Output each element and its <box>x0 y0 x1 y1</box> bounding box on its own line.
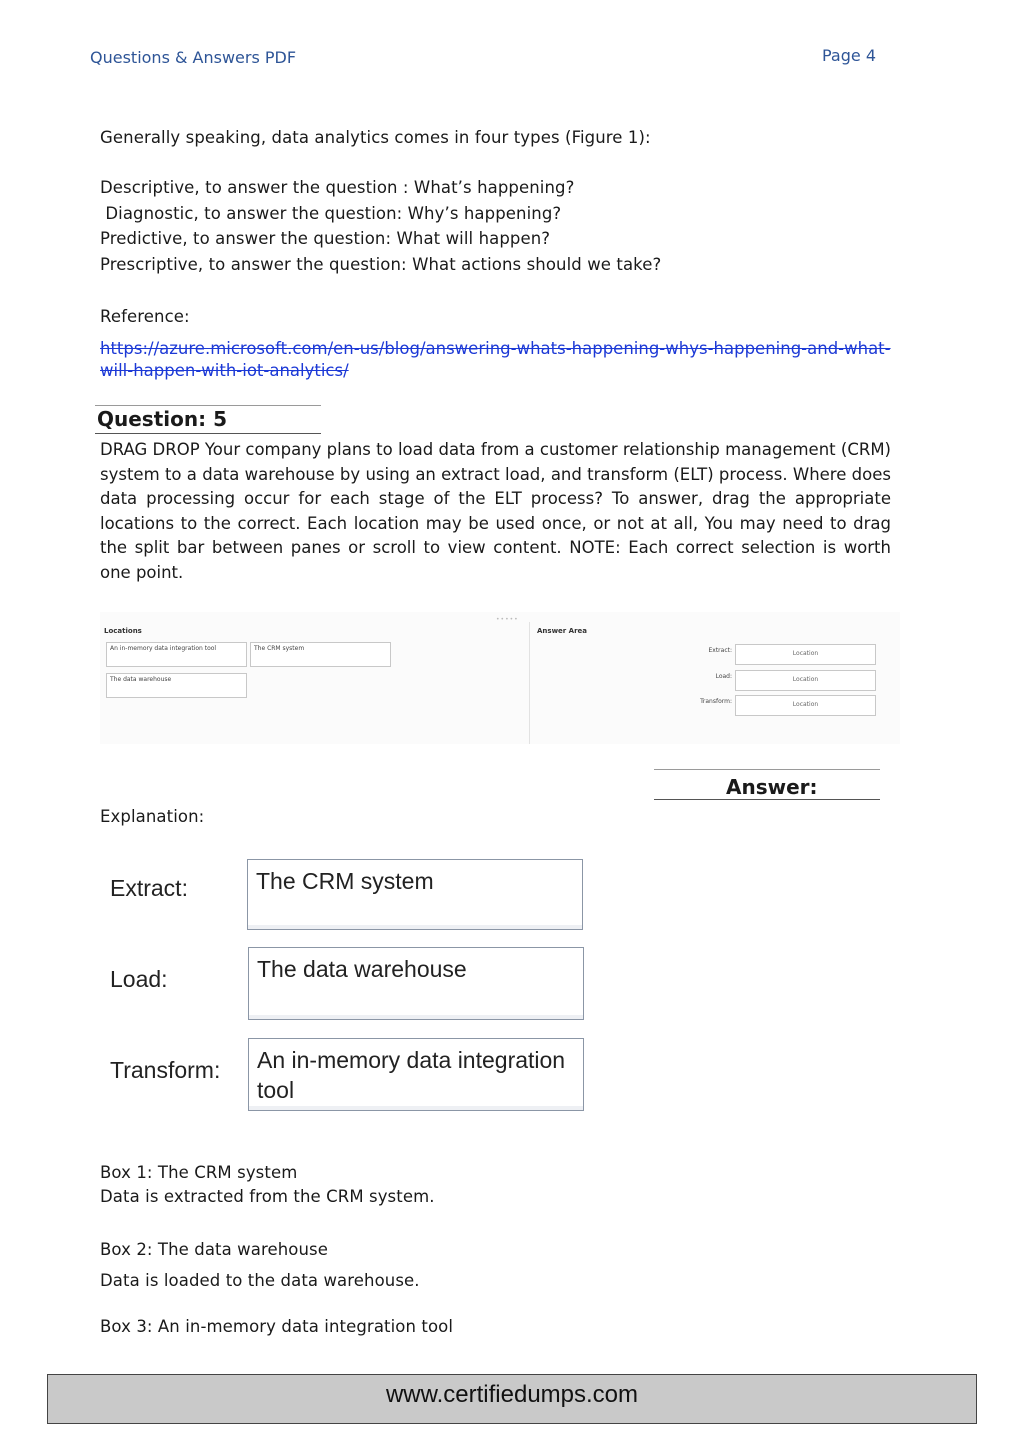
question-top-rule <box>95 405 321 406</box>
answer-area-label: Answer Area <box>537 627 588 635</box>
answer-box-load: The data warehouse <box>248 947 584 1020</box>
header-title: Questions & Answers PDF <box>90 48 297 67</box>
answer-label-extract: Extract: <box>110 875 188 901</box>
box3-title: Box 3: An in-memory data integration tool <box>100 1317 454 1336</box>
answer-bottom-rule <box>654 799 880 800</box>
location-in-memory-tool[interactable]: An in-memory data integration tool <box>106 642 247 667</box>
explanation-label: Explanation: <box>100 807 205 826</box>
target-label-extract: Extract: <box>708 647 732 654</box>
target-label-transform: Transform: <box>700 698 732 705</box>
box2-text: Data is loaded to the data warehouse. <box>100 1271 420 1290</box>
location-data-warehouse[interactable]: The data warehouse <box>106 673 247 698</box>
question-bottom-rule <box>95 433 321 434</box>
answer-box-transform: An in-memory data integration tool <box>248 1038 584 1111</box>
reference-label: Reference: <box>100 307 190 326</box>
target-label-load: Load: <box>715 673 732 680</box>
type-diagnostic: Diagnostic, to answer the question: Why’s happening? <box>100 204 562 223</box>
reference-link-line1[interactable]: https://azure.microsoft.com/en-us/blog/answering-whats-happening-whys-happening-and-what- <box>100 339 891 358</box>
footer-banner <box>47 1374 977 1424</box>
target-transform[interactable]: Location <box>735 695 876 716</box>
locations-label: Locations <box>104 627 142 635</box>
box1-text: Data is extracted from the CRM system. <box>100 1187 435 1206</box>
type-prescriptive: Prescriptive, to answer the question: What actions should we take? <box>100 255 662 274</box>
reference-link[interactable] <box>100 338 891 382</box>
type-predictive: Predictive, to answer the question: What will happen? <box>100 229 551 248</box>
location-crm-system[interactable]: The CRM system <box>250 642 391 667</box>
answer-box-extract: The CRM system <box>247 859 583 930</box>
type-descriptive: Descriptive, to answer the question : What’s happening? <box>100 178 575 197</box>
answer-top-rule <box>654 769 880 770</box>
intro-text: Generally speaking, data analytics comes in four types (Figure 1): <box>100 128 651 147</box>
reference-link-line2[interactable]: will-happen-with-iot-analytics/ <box>100 361 349 380</box>
target-load[interactable]: Location <box>735 670 876 691</box>
box2-title: Box 2: The data warehouse <box>100 1240 328 1259</box>
drag-drop-figure <box>100 612 900 744</box>
answer-heading: Answer: <box>726 775 818 799</box>
split-bar-grip[interactable]: ••••• <box>496 616 519 623</box>
question-text: DRAG DROP Your company plans to load data from a customer relationship management (CRM) system to a data warehouse by using an extract load, and transform (ELT) process. Where does data processing occur for each stage of the ELT process? To answer, drag the appropriate locations to the correct. Each location may be used once, or not at all, You may need to drag the split bar between panes or scroll to view content. NOTE: Each correct selection is worth one point. <box>100 440 891 582</box>
split-bar[interactable] <box>529 622 530 744</box>
answer-label-transform: Transform: <box>110 1057 221 1083</box>
page-number: Page 4 <box>822 46 876 65</box>
question-title: Question: 5 <box>97 407 227 431</box>
answer-label-load: Load: <box>110 966 168 992</box>
target-extract[interactable]: Location <box>735 644 876 665</box>
footer-url[interactable]: www.certifiedumps.com <box>385 1381 639 1408</box>
box1-title: Box 1: The CRM system <box>100 1163 298 1182</box>
